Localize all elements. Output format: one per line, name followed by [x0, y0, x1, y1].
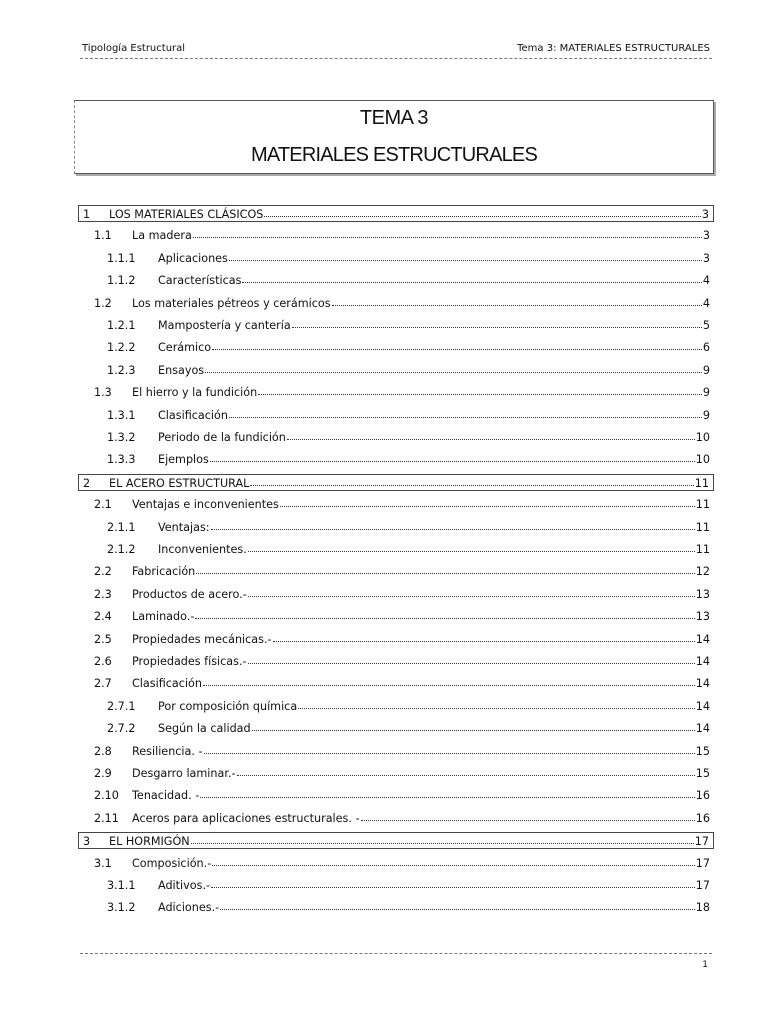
- toc-entry-number: 1.2.3: [107, 363, 136, 377]
- toc-entry-page: 3: [702, 251, 710, 265]
- header-course-title: Tipología Estructural: [82, 43, 186, 54]
- toc-dot-leader: [211, 519, 695, 530]
- toc-entry-number: 1.3.1: [107, 408, 136, 422]
- toc-entry-label: Según la calidad: [158, 722, 251, 736]
- toc-entry[interactable]: [107, 720, 710, 738]
- toc-entry-label: Laminado.-: [132, 610, 195, 624]
- toc-dot-leader: [242, 272, 701, 283]
- toc-entry[interactable]: [94, 743, 710, 761]
- toc-entry[interactable]: [107, 429, 710, 447]
- toc-dot-leader: [203, 675, 695, 686]
- toc-dot-leader: [250, 475, 693, 486]
- toc-dot-leader: [211, 877, 695, 888]
- toc-dot-leader: [200, 787, 695, 798]
- toc-entry[interactable]: [94, 765, 710, 783]
- toc-dot-leader: [248, 586, 695, 597]
- toc-dot-leader: [191, 833, 694, 844]
- toc-entry-number: 2.1.1: [107, 520, 136, 534]
- toc-dot-leader: [210, 451, 695, 462]
- toc-entry[interactable]: [94, 295, 710, 313]
- toc-entry-number: 2.10: [94, 789, 119, 803]
- toc-entry-label: Ensayos: [158, 363, 205, 377]
- toc-entry-page: 17: [694, 835, 709, 849]
- toc-entry-page: 15: [695, 744, 710, 758]
- toc-entry-page: 14: [695, 699, 710, 713]
- toc-dot-leader: [212, 339, 702, 350]
- toc-entry[interactable]: [107, 451, 710, 469]
- toc-entry-number: 3.1: [94, 856, 112, 870]
- toc-entry-number: 2.8: [94, 744, 112, 758]
- toc-dot-leader: [298, 698, 695, 709]
- toc-entry-label: Aceros para aplicaciones estructurales. -: [132, 811, 360, 825]
- toc-entry-page: 16: [695, 789, 710, 803]
- toc-entry-label: Por composición química: [158, 699, 298, 713]
- toc-dot-leader: [229, 407, 702, 418]
- toc-entry[interactable]: [107, 899, 710, 917]
- toc-entry-page: 13: [695, 587, 710, 601]
- toc-dot-leader: [248, 541, 695, 552]
- toc-entry-label: Periodo de la fundición: [158, 431, 286, 444]
- toc-entry-page: 9: [702, 408, 710, 422]
- toc-entry-label: Adiciones.-: [158, 901, 220, 915]
- toc-entry[interactable]: [94, 810, 710, 828]
- toc-entry-number: 1.2: [94, 296, 112, 310]
- toc-entry-label: Desgarro laminar.-: [132, 767, 236, 780]
- toc-entry[interactable]: [107, 272, 710, 290]
- toc-dot-leader: [264, 206, 700, 217]
- toc-entry-label: Productos de acero.-: [132, 587, 247, 601]
- toc-entry-label: Propiedades físicas.-: [132, 655, 247, 668]
- toc-entry-page: 17: [695, 879, 710, 892]
- toc-dot-leader: [237, 765, 695, 776]
- toc-entry-page: 4: [702, 274, 710, 288]
- toc-entry-page: 13: [695, 610, 710, 624]
- toc-entry[interactable]: [94, 675, 710, 693]
- toc-entry-label: Características: [158, 274, 242, 288]
- toc-entry[interactable]: [94, 631, 710, 649]
- toc-entry-number: 2.7: [94, 677, 112, 691]
- toc-entry-page: 14: [695, 722, 710, 736]
- toc-entry-number: 3.1.2: [107, 901, 136, 915]
- toc-dot-leader: [193, 227, 702, 238]
- toc-entry-label: Propiedades mecánicas.-: [132, 632, 272, 646]
- toc-entry-label: Composición.-: [132, 856, 212, 870]
- toc-entry-number: 1.1.1: [107, 251, 136, 265]
- toc-entry-label: Ventajas:: [158, 520, 210, 534]
- page-footer: [80, 953, 712, 974]
- toc-entry-label: La madera: [132, 229, 192, 243]
- toc-dot-leader: [229, 250, 702, 261]
- toc-entry-page: 12: [695, 565, 710, 579]
- toc-entry-label: EL ACERO ESTRUCTURAL: [109, 476, 250, 490]
- toc-entry-page: 6: [702, 341, 710, 355]
- toc-entry-page: 9: [702, 363, 710, 377]
- toc-entry[interactable]: [94, 608, 710, 626]
- header-chapter-title: Tema 3: MATERIALES ESTRUCTURALES: [517, 43, 710, 54]
- toc-entry-label: Aditivos.-: [158, 879, 211, 892]
- toc-entry-number: 1.3.2: [107, 431, 136, 444]
- toc-entry-number: 2.6: [94, 655, 112, 668]
- toc-entry[interactable]: [78, 474, 714, 491]
- toc-dot-leader: [220, 899, 695, 910]
- toc-entry-page: 17: [695, 856, 710, 870]
- toc-entry[interactable]: [94, 586, 710, 604]
- toc-entry-label: Aplicaciones: [158, 251, 228, 265]
- toc-entry-page: 9: [702, 386, 710, 400]
- toc-entry-number: 2.4: [94, 610, 112, 624]
- toc-entry-page: 11: [695, 498, 710, 512]
- toc-entry-number: 2.2: [94, 565, 112, 579]
- toc-entry-number: 1.2.1: [107, 319, 136, 332]
- toc-entry-page: 3: [702, 229, 710, 243]
- toc-entry-label: Ventajas e inconvenientes: [132, 498, 279, 512]
- page-number: 1: [702, 960, 708, 970]
- toc-entry-label: El hierro y la fundición: [132, 386, 258, 400]
- toc-entry[interactable]: [94, 227, 710, 245]
- toc-entry[interactable]: [107, 698, 710, 716]
- toc-entry[interactable]: [94, 855, 710, 873]
- toc-dot-leader: [252, 720, 695, 731]
- toc-entry-page: 11: [695, 543, 710, 556]
- toc-dot-leader: [248, 653, 695, 664]
- toc-entry[interactable]: [107, 339, 710, 357]
- toc-entry-label: Clasificación: [158, 408, 228, 422]
- toc-dot-leader: [195, 608, 694, 619]
- toc-dot-leader: [361, 810, 695, 821]
- toc-entry[interactable]: [94, 787, 710, 805]
- chapter-title-box: [74, 100, 714, 174]
- toc-dot-leader: [280, 496, 695, 507]
- toc-entry-label: Fabricación: [132, 565, 196, 579]
- toc-entry-number: 2.5: [94, 632, 112, 646]
- toc-dot-leader: [212, 855, 695, 866]
- toc-entry-page: 10: [695, 431, 710, 444]
- toc-entry-number: 1.1.2: [107, 274, 136, 288]
- chapter-number: TEMA 3: [359, 107, 429, 129]
- toc-entry-number: 2.7.2: [107, 722, 136, 736]
- toc-dot-leader: [292, 317, 702, 328]
- toc-entry-number: 2.9: [94, 767, 112, 780]
- toc-entry-page: 10: [695, 453, 710, 467]
- toc-entry[interactable]: [107, 877, 710, 895]
- toc-entry-number: 2.11: [94, 811, 119, 825]
- toc-entry-number: 3.1.1: [107, 879, 136, 892]
- toc-entry-number: 3: [83, 835, 91, 849]
- toc-entry-page: 15: [695, 767, 710, 780]
- toc-entry-page: 18: [695, 901, 710, 915]
- toc-entry-label: Clasificación: [132, 677, 202, 691]
- toc-entry[interactable]: [107, 317, 710, 335]
- toc-entry-page: 14: [695, 655, 710, 668]
- toc-entry-page: 16: [695, 811, 710, 825]
- toc-dot-leader: [332, 295, 702, 306]
- toc-entry-number: 1.3: [94, 386, 112, 400]
- toc-entry-number: 1.3.3: [107, 453, 136, 467]
- toc-entry-label: Los materiales pétreos y cerámicos: [132, 296, 331, 310]
- toc-dot-leader: [196, 563, 694, 574]
- toc-entry-label: LOS MATERIALES CLÁSICOS: [109, 208, 264, 221]
- toc-entry-label: Mampostería y cantería: [158, 319, 291, 332]
- toc-dot-leader: [258, 384, 702, 395]
- toc-entry[interactable]: [107, 250, 710, 268]
- toc-entry[interactable]: [107, 519, 710, 537]
- toc-entry-number: 2.7.1: [107, 699, 136, 713]
- toc-entry-label: Ejemplos: [158, 453, 209, 467]
- toc-entry-number: 1.2.2: [107, 341, 136, 355]
- toc-entry[interactable]: [78, 205, 714, 222]
- toc-entry-number: 1.1: [94, 229, 112, 243]
- toc-entry-label: Cerámico: [158, 341, 212, 355]
- toc-entry-label: Resiliencia. -: [132, 744, 203, 758]
- toc-entry[interactable]: [107, 541, 710, 559]
- toc-entry-page: 11: [695, 520, 710, 534]
- toc-entry-label: Tenacidad. -: [132, 789, 200, 803]
- toc-entry-page: 5: [702, 319, 710, 332]
- toc-entry-page: 11: [694, 476, 709, 490]
- chapter-title: MATERIALES ESTRUCTURALES: [250, 144, 538, 166]
- toc-entry[interactable]: [94, 653, 710, 671]
- toc-entry-label: EL HORMIGÓN: [109, 835, 190, 849]
- toc-entry-number: 2.1: [94, 498, 112, 512]
- page-header: [80, 42, 712, 59]
- toc-dot-leader: [204, 743, 695, 754]
- toc-dot-leader: [273, 631, 695, 642]
- toc-entry-page: 4: [702, 296, 710, 310]
- toc-entry-number: 2: [83, 476, 91, 490]
- toc-entry-page: 14: [695, 632, 710, 646]
- toc-entry[interactable]: [94, 563, 710, 581]
- toc-dot-leader: [205, 362, 702, 373]
- toc-entry-label: Inconvenientes.: [158, 543, 247, 556]
- toc-entry[interactable]: [107, 362, 710, 380]
- toc-entry-number: 2.1.2: [107, 543, 136, 556]
- toc-entry-page: 14: [695, 677, 710, 691]
- toc-entry-page: 3: [701, 208, 709, 221]
- toc-entry-number: 2.3: [94, 587, 112, 601]
- toc-entry[interactable]: [78, 832, 714, 849]
- toc-entry[interactable]: [94, 384, 710, 402]
- toc-entry-number: 1: [83, 208, 91, 221]
- toc-entry[interactable]: [94, 496, 710, 514]
- toc-entry[interactable]: [107, 407, 710, 425]
- toc-dot-leader: [287, 429, 695, 440]
